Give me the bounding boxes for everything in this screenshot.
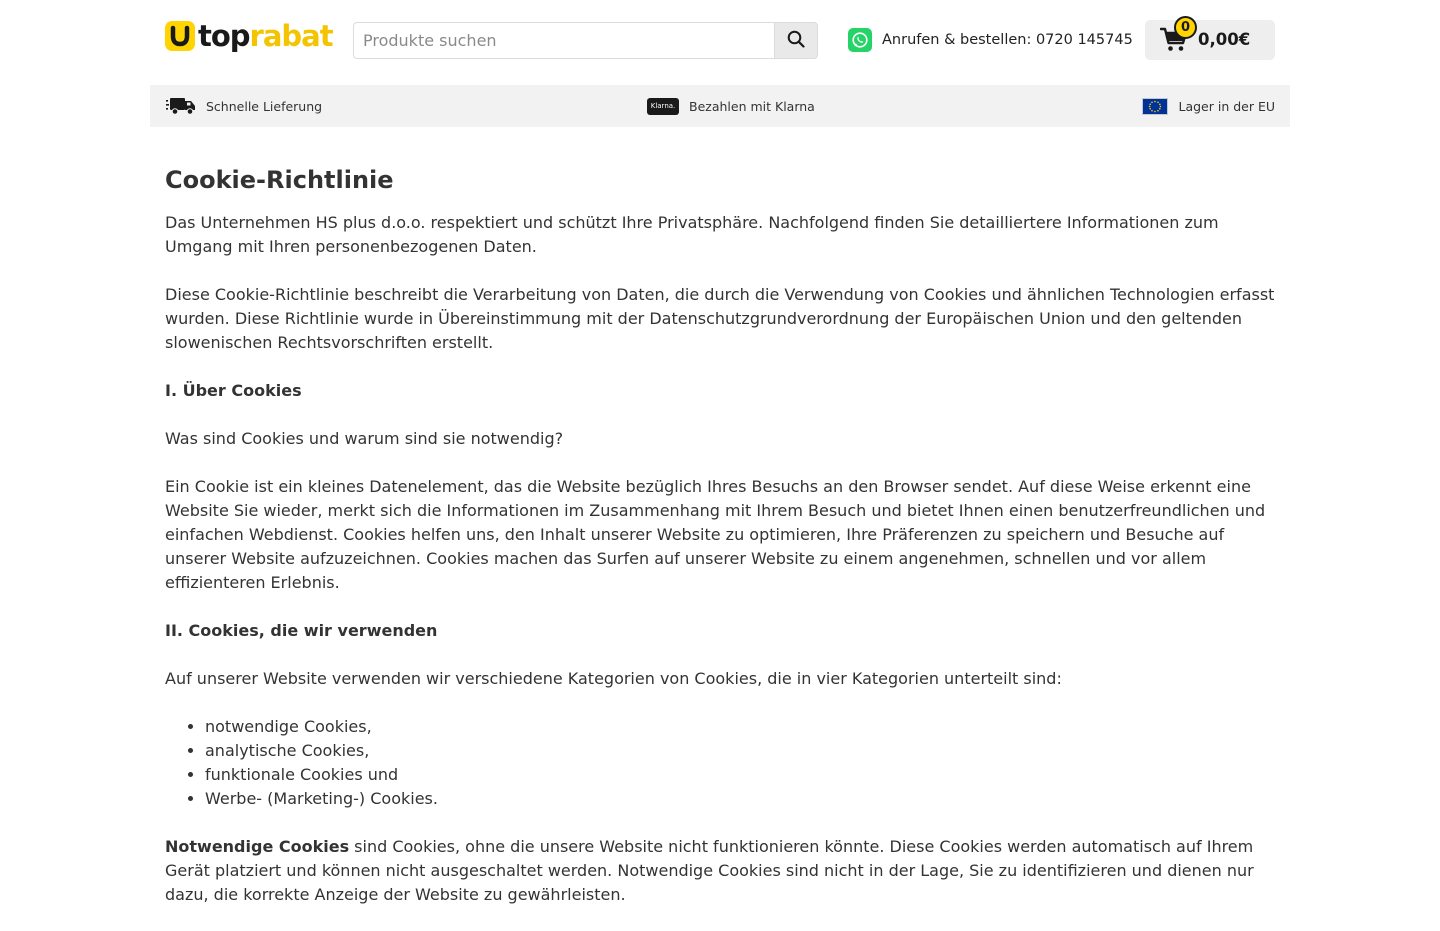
page-title: Cookie-Richtlinie	[165, 166, 394, 194]
list-item: • funktionale Cookies und	[205, 763, 1277, 787]
eu-flag-icon	[1142, 98, 1168, 115]
feature-eu-warehouse	[1142, 85, 1275, 127]
feature-label: Schnelle Lieferung	[206, 98, 323, 114]
section-2-intro: Auf unserer Website verwenden wir verschiedene Kategorien von Cookies, die in vier Kategorien unterteilt sind:	[165, 669, 1062, 688]
necessary-cookies-body: sind Cookies, ohne die unsere Website nicht funktionieren könnte. Diese Cookies werden automatisch auf Ihrem Gerät platziert und können nicht ausgeschaltet werden. Notwendige Cookies sind nicht in der Lage, Sie zu identifizieren und dienen nur dazu, die korrekte Anzeige der Website zu gewährleisten.	[165, 837, 1254, 904]
section-2-heading	[165, 619, 1277, 643]
list-item: • analytische Cookies,	[205, 739, 1277, 763]
logo[interactable]	[165, 19, 333, 53]
logo-text-top: top	[198, 19, 250, 53]
logo-text-rabat: rabat	[249, 19, 333, 53]
phone-text: Anrufen & bestellen: 0720 145745	[882, 32, 1133, 48]
necessary-cookies-term: Notwendige Cookies	[165, 837, 350, 856]
main-content	[165, 160, 1277, 931]
search-icon	[787, 30, 805, 51]
cart-button[interactable]	[1145, 20, 1275, 60]
necessary-cookies-paragraph	[165, 835, 1277, 907]
search-button[interactable]	[774, 22, 818, 59]
feature-label: Bezahlen mit Klarna	[689, 98, 815, 114]
feature-label: Lager in der EU	[1178, 98, 1275, 114]
features-bar	[150, 85, 1290, 127]
cart-count-badge: 0	[1174, 16, 1197, 39]
section-1-heading	[165, 379, 1277, 403]
cart-total: 0,00€	[1198, 30, 1251, 49]
cookie-category-list	[165, 715, 1277, 811]
site-header	[0, 0, 1440, 84]
search-form	[353, 22, 818, 59]
search-input[interactable]	[353, 22, 774, 59]
feature-fast-delivery	[166, 85, 322, 127]
whatsapp-icon	[848, 28, 872, 52]
logo-text	[198, 19, 333, 53]
intro-paragraph-2: Diese Cookie-Richtlinie beschreibt die Verarbeitung von Daten, die durch die Verwendung von Cookies und ähnlichen Technologien erfasst wurden. Diese Richtlinie wurde in Übereinstimmung mit der Datenschutzgrundverordnung der Europäischen Union und den geltenden slowenischen Rechtsvorschriften erstellt.	[165, 285, 1275, 352]
feature-klarna	[647, 85, 815, 127]
section-1-body: Ein Cookie ist ein kleines Datenelement, das die Website bezüglich Ihres Besuchs an den Browser sendet. Auf diese Weise erkennt eine Website Sie wieder, merkt sich die Informationen im Zusammenhang mit Ihrem Besuch und bietet Ihnen einen benutzerfreundlichen und einfachen Webdienst. Cookies helfen uns, den Inhalt unserer Website zu optimieren, Ihre Präferenzen zu speichern und Besuche auf unserer Website aufzuzeichnen. Cookies machen das Surfen auf unserer Website zu einem angenehmen, schnellen und vor allem effizienteren Erlebnis.	[165, 477, 1266, 592]
logo-smile-icon	[165, 21, 195, 51]
list-item: • notwendige Cookies,	[205, 715, 1277, 739]
list-item: • Werbe- (Marketing-) Cookies.	[205, 787, 1277, 811]
section-2-heading-text: II. Cookies, die wir verwenden	[165, 621, 438, 640]
klarna-icon	[647, 98, 679, 115]
truck-icon	[166, 97, 196, 115]
section-1-question: Was sind Cookies und warum sind sie notwendig?	[165, 429, 564, 448]
phone-order[interactable]	[848, 28, 1133, 52]
klarna-badge: Klarna.	[647, 98, 679, 115]
intro-paragraph-1: Das Unternehmen HS plus d.o.o. respektiert und schützt Ihre Privatsphäre. Nachfolgend finden Sie detailliertere Informationen zum Umgang mit Ihren personenbezogenen Daten.	[165, 213, 1219, 256]
section-1-heading-text: I. Über Cookies	[165, 381, 302, 400]
